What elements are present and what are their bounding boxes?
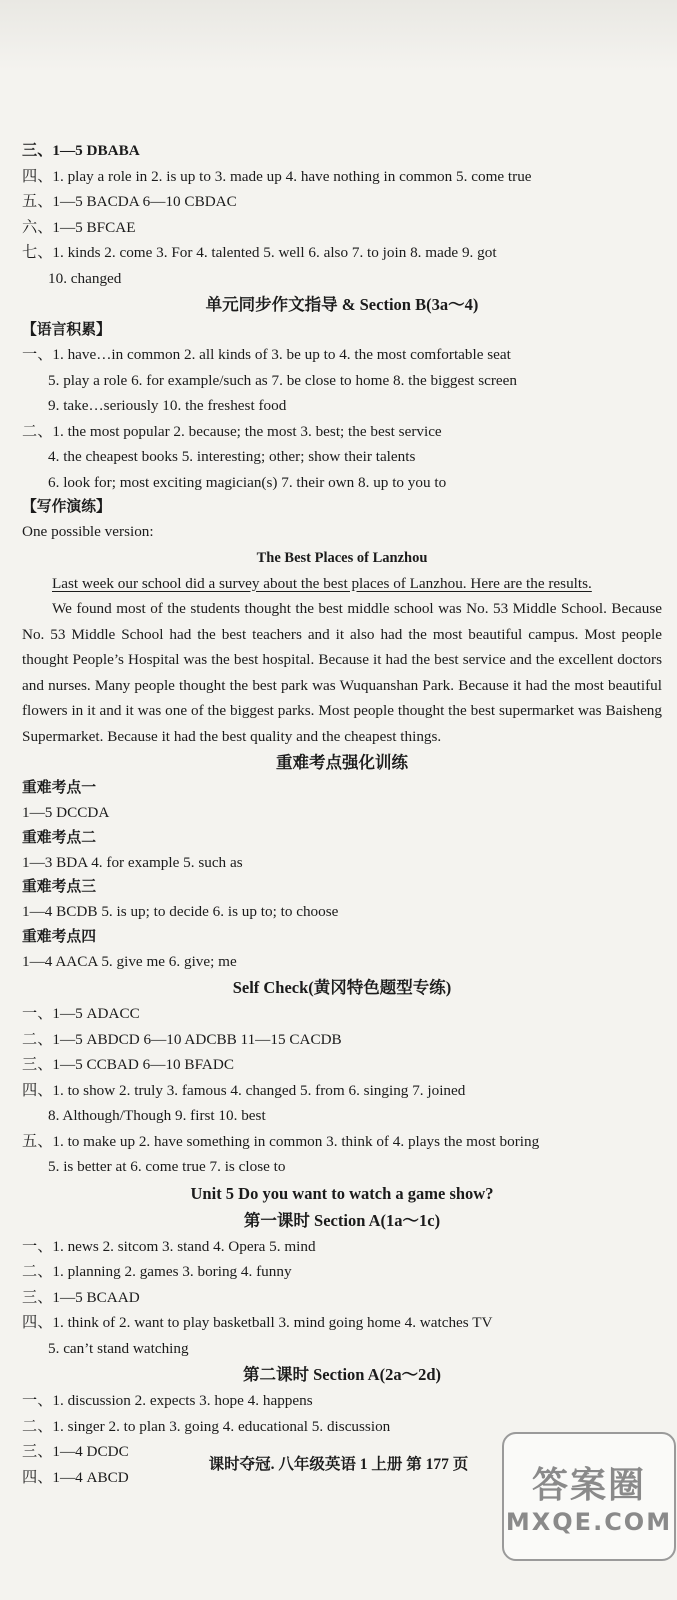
answer-line: 8. Although/Though 9. first 10. best: [48, 1107, 266, 1124]
answer-line: 五、1—5 BACDA 6—10 CBDAC: [22, 193, 237, 210]
answer-line: 三、1—5 BCAAD: [22, 1288, 140, 1306]
section-heading: 单元同步作文指导 & Section B(3a～4): [205, 295, 479, 314]
answer-line: 三、1—4 DCDC: [22, 1443, 129, 1460]
unit-heading: Unit 5 Do you want to watch a game show?: [190, 1183, 494, 1203]
answer-line: 4. the cheapest books 5. interesting; other; show their talents: [48, 448, 416, 465]
section-heading: Self Check(黄冈特色题型专练): [232, 978, 452, 997]
answer-line: 1—4 BCDB 5. is up; to decide 6. is up to; to choose: [22, 903, 339, 920]
answer-line: 一、1. news 2. sitcom 3. stand 4. Opera 5. mind: [22, 1237, 316, 1255]
answer-line: 一、1—5 ADACC: [22, 1005, 140, 1022]
answer-line: 一、1. have…in common 2. all kinds of 3. be up to 4. the most comfortable seat: [22, 346, 511, 363]
answer-line: 一、1. discussion 2. expects 3. hope 4. happens: [22, 1392, 313, 1409]
subheading: 重难考点四: [22, 928, 96, 945]
answer-line: 三、1—5 CCBAD 6—10 BFADC: [22, 1056, 234, 1073]
answer-line: 三、1—5 DBABA: [22, 142, 140, 159]
watermark-logo: [502, 1432, 676, 1561]
subheading: 重难考点三: [22, 879, 96, 895]
answer-line: 四、1. play a role in 2. is up to 3. made up 4. have nothing in common 5. come true: [22, 167, 532, 185]
page-footer: 课时夺冠. 八年级英语 1 上册 第 177 页: [208, 1456, 469, 1473]
answer-line: 六、1—5 BFCAE: [22, 218, 136, 236]
answer-line: 10. changed: [48, 269, 122, 287]
essay-paragraph: Last week our school did a survey about the best places of Lanzhou. Here are the results.: [52, 574, 592, 592]
subheading: 【写作演练】: [22, 499, 111, 515]
lesson-heading: 第二课时 Section A(2a～2d): [243, 1365, 441, 1384]
answer-line: 5. play a role 6. for example/such as 7. be close to home 8. the biggest screen: [48, 371, 517, 389]
answer-line: 二、1. the most popular 2. because; the most 3. best; the best service: [22, 422, 442, 440]
answer-line: 6. look for; most exciting magician(s) 7. their own 8. up to you to: [48, 473, 447, 491]
answer-line: 五、1. to make up 2. have something in common 3. think of 4. plays the most boring: [22, 1132, 540, 1150]
answer-line: 四、1—4 ABCD: [22, 1468, 129, 1486]
subheading: 【语言积累】: [22, 322, 111, 338]
essay-title: The Best Places of Lanzhou: [256, 549, 428, 566]
answer-line: 1—3 BDA 4. for example 5. such as: [22, 853, 243, 871]
answer-line: 1—4 AACA 5. give me 6. give; me: [22, 952, 237, 970]
answer-line: 二、1. singer 2. to plan 3. going 4. educational 5. discussion: [22, 1417, 391, 1435]
answer-line: 5. is better at 6. come true 7. is close to: [48, 1158, 286, 1175]
answer-line: 9. take…seriously 10. the freshest food: [48, 397, 287, 414]
answer-line: 5. can’t stand watching: [48, 1339, 189, 1357]
version-label: One possible version:: [22, 523, 154, 540]
watermark-url: MXQE.COM: [505, 1508, 673, 1536]
section-heading: 重难考点强化训练: [276, 753, 408, 772]
answer-line: 七、1. kinds 2. come 3. For 4. talented 5. well 6. also 7. to join 8. made 9. got: [22, 244, 497, 261]
answer-line: 四、1. to show 2. truly 3. famous 4. changed 5. from 6. singing 7. joined: [22, 1081, 466, 1099]
answer-line: 四、1. think of 2. want to play basketball 3. mind going home 4. watches TV: [22, 1314, 493, 1331]
subheading: 重难考点二: [22, 829, 96, 846]
watermark-text: 答案圈: [531, 1465, 646, 1506]
essay-paragraph: We found most of the students thought the best middle school was No. 53 Middle School. Because No. 53 Middle School had the best teachers and it also had the most beautiful campus. Most people thought People’s Hospital was the best hospital. Because it had the best service and the excellent doctors and nurses. Many people thought the best park was Wuquanshan Park. Because it had the most beautiful flowers in it and it was one of the biggest parks. Most people thought the best supermarket was Baisheng Supermarket. Because it had the best quality and the cheapest things.: [22, 600, 662, 745]
answer-line: 二、1. planning 2. games 3. boring 4. funny: [22, 1263, 292, 1280]
answer-line: 二、1—5 ABDCD 6—10 ADCBB 11—15 CACDB: [22, 1030, 342, 1048]
subheading: 重难考点一: [22, 780, 96, 796]
answer-page: [22, 138, 662, 1490]
lesson-heading: 第一课时 Section A(1a～1c): [243, 1210, 441, 1230]
answer-line: 1—5 DCCDA: [22, 804, 110, 821]
page-top-shadow: [0, 0, 677, 70]
